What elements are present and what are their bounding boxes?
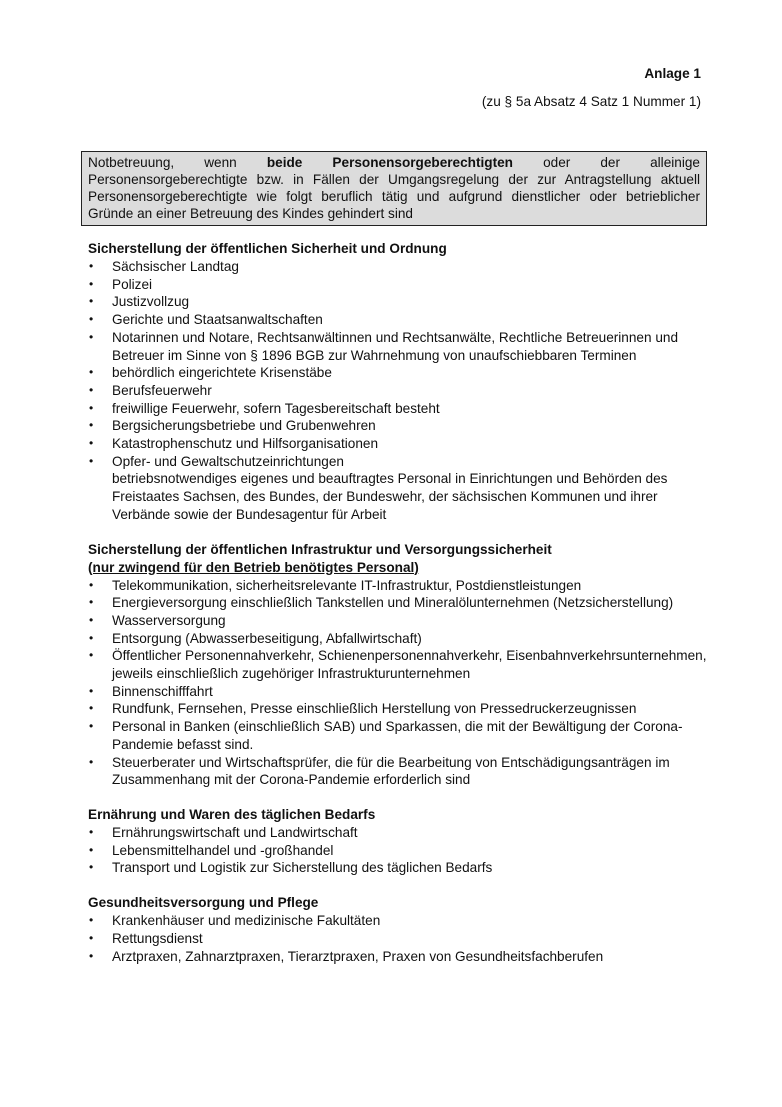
section-heading: Sicherstellung der öffentlichen Sicherheit und Ordnung: [88, 241, 447, 256]
bullet-icon: •: [89, 436, 94, 451]
bullet-icon: •: [89, 276, 94, 291]
list-item: [88, 400, 708, 418]
list-item-text: Sächsischer Landtag: [112, 259, 239, 274]
list-item-text: Arztpraxen, Zahnarztpraxen, Tierarztpraxen, Praxen von Gesundheitsfachberufen: [112, 948, 604, 964]
bullet-icon: •: [89, 312, 94, 327]
list-item: [88, 647, 708, 682]
bullet-icon: •: [89, 913, 94, 928]
bullet-list: [88, 258, 708, 524]
bullet-icon: •: [89, 329, 94, 344]
list-item-text: Telekommunikation, sicherheitsrelevante IT-Infrastruktur, Postdienstleistungen: [112, 577, 582, 593]
bullet-icon: •: [89, 860, 94, 875]
bullet-icon: •: [89, 842, 94, 857]
list-item: [88, 948, 708, 966]
list-item: [88, 700, 708, 718]
list-item: [88, 612, 708, 630]
list-item: [88, 630, 708, 648]
list-item: [88, 577, 708, 595]
bullet-icon: •: [89, 754, 94, 769]
section: [88, 806, 708, 877]
list-item: [88, 435, 708, 453]
section-heading: Sicherstellung der öffentlichen Infrastruktur und Versorgungssicherheit: [88, 541, 552, 557]
list-item-text: Transport und Logistik zur Sicherstellung des täglichen Bedarfs: [112, 860, 493, 876]
section-spacer: [88, 789, 708, 806]
sections-container: [88, 240, 708, 965]
bullet-icon: •: [89, 719, 94, 734]
section-heading: Gesundheitsversorgung und Pflege: [88, 895, 319, 911]
section-subheading: (nur zwingend für den Betrieb benötigtes Personal): [88, 559, 419, 575]
list-item-text: Opfer- und Gewaltschutzeinrichtungen betriebsnotwendiges eigenes und beauftragtes Personal in Einrichtungen und Behörden des Freistaates Sachsen, des Bundes, der Bundeswehr, der sächsischen Kommunen und ihrer Verbände sowie der Bundesagentur für Arbeit: [112, 453, 668, 522]
list-item-text: Rettungsdienst: [112, 930, 203, 946]
list-item: [88, 754, 708, 789]
list-item-text: Notarinnen und Notare, Rechtsanwältinnen und Rechtsanwälte, Rechtliche Betreuerinnen und Betreuer im Sinne von § 1896 BGB zur Wahrnehmung von unaufschiebbaren Terminen: [112, 329, 679, 363]
bullet-icon: •: [89, 630, 94, 645]
bullet-icon: •: [89, 400, 94, 415]
bullet-icon: •: [89, 930, 94, 945]
list-item: [88, 718, 708, 753]
list-item: [88, 417, 708, 435]
list-item-text: Binnenschifffahrt: [112, 683, 213, 699]
section-spacer: [88, 524, 708, 541]
bullet-icon: •: [89, 683, 94, 698]
list-item-text: behördlich eingerichtete Krisenstäbe: [112, 365, 332, 381]
bullet-icon: •: [89, 701, 94, 716]
list-item: [88, 842, 708, 860]
list-item-text: Wasserversorgung: [112, 612, 226, 628]
list-item: [88, 276, 708, 294]
bullet-icon: •: [89, 294, 94, 309]
list-item-text: Bergsicherungsbetriebe und Grubenwehren: [112, 418, 376, 434]
list-item: [88, 912, 708, 930]
list-item: [88, 859, 708, 877]
section: [88, 240, 708, 524]
list-item-text: freiwillige Feuerwehr, sofern Tagesbereitschaft besteht: [112, 400, 440, 416]
intro-text-bold: beide Personensorgeberechtigten: [266, 155, 513, 170]
bullet-list: [88, 912, 708, 965]
list-item-text: Krankenhäuser und medizinische Fakultäten: [112, 913, 381, 929]
list-item-text: Gerichte und Staatsanwaltschaften: [112, 312, 323, 328]
list-item: [88, 258, 708, 276]
bullet-icon: •: [89, 612, 94, 627]
list-item-text: Personal in Banken (einschließlich SAB) und Sparkassen, die mit der Bewältigung der Corona-Pandemie befasst sind.: [112, 719, 683, 752]
intro-text-part1: Notbetreuung, wenn: [88, 155, 267, 170]
section: [88, 541, 708, 789]
section-spacer: [88, 877, 708, 894]
list-item-text: Entsorgung (Abwasserbeseitigung, Abfallwirtschaft): [112, 630, 422, 646]
list-item-text: Polizei: [112, 276, 153, 292]
bullet-icon: •: [89, 259, 94, 273]
list-item-text: Steuerberater und Wirtschaftsprüfer, die für die Bearbeitung von Entschädigungsanträgen im Zusammenhang mit der Corona-Pandemie erforderlich sind: [112, 754, 670, 788]
legal-reference: (zu § 5a Absatz 4 Satz 1 Nummer 1): [481, 94, 701, 109]
section: [88, 894, 708, 965]
list-item: [88, 453, 708, 524]
list-item-text: Berufsfeuerwehr: [112, 382, 212, 398]
list-item: [88, 930, 708, 948]
bullet-icon: •: [89, 648, 94, 663]
bullet-icon: •: [89, 382, 94, 397]
list-item: [88, 293, 708, 311]
list-item-text: Rundfunk, Fernsehen, Presse einschließlich Herstellung von Pressedruckerzeugnissen: [112, 701, 637, 717]
list-item: [88, 824, 708, 842]
list-item-text: Justizvollzug: [112, 294, 190, 310]
list-item-text: Öffentlicher Personennahverkehr, Schienenpersonennahverkehr, Eisenbahnverkehrsunternehmen, jeweils einschließlich zugehöriger Infrastrukturunternehmen: [112, 648, 707, 682]
bullet-icon: •: [89, 577, 94, 592]
intro-text-part2: oder der alleinige Personensorgeberechtigte bzw. in Fällen der Umgangsregelung der zur Antragstellung aktuell Personensorgeberechtigte wie folgt beruflich tätig und aufgrund dienstlicher oder betrieblicher Gründe an einer Betreuung des Kindes gehindert sind: [88, 155, 700, 221]
list-item-text: Energieversorgung einschließlich Tankstellen und Mineralölunternehmen (Netzsicherstellung): [112, 595, 674, 611]
list-item: [88, 329, 708, 364]
list-item: [88, 311, 708, 329]
list-item-text: Katastrophenschutz und Hilfsorganisationen: [112, 436, 379, 452]
list-item-text: Lebensmittelhandel und -großhandel: [112, 842, 334, 858]
bullet-icon: •: [89, 418, 94, 433]
annex-title: Anlage 1: [644, 66, 701, 81]
list-item-text: Ernährungswirtschaft und Landwirtschaft: [112, 824, 358, 840]
bullet-icon: •: [89, 453, 94, 468]
bullet-icon: •: [89, 595, 94, 610]
intro-box: [81, 151, 707, 226]
list-item: [88, 594, 708, 612]
bullet-list: [88, 577, 708, 789]
bullet-list: [88, 824, 708, 877]
list-item: [88, 364, 708, 382]
bullet-icon: •: [89, 824, 94, 839]
section-heading: Ernährung und Waren des täglichen Bedarfs: [88, 806, 376, 822]
list-item: [88, 683, 708, 701]
bullet-icon: •: [89, 948, 94, 963]
bullet-icon: •: [89, 365, 94, 380]
list-item: [88, 382, 708, 400]
